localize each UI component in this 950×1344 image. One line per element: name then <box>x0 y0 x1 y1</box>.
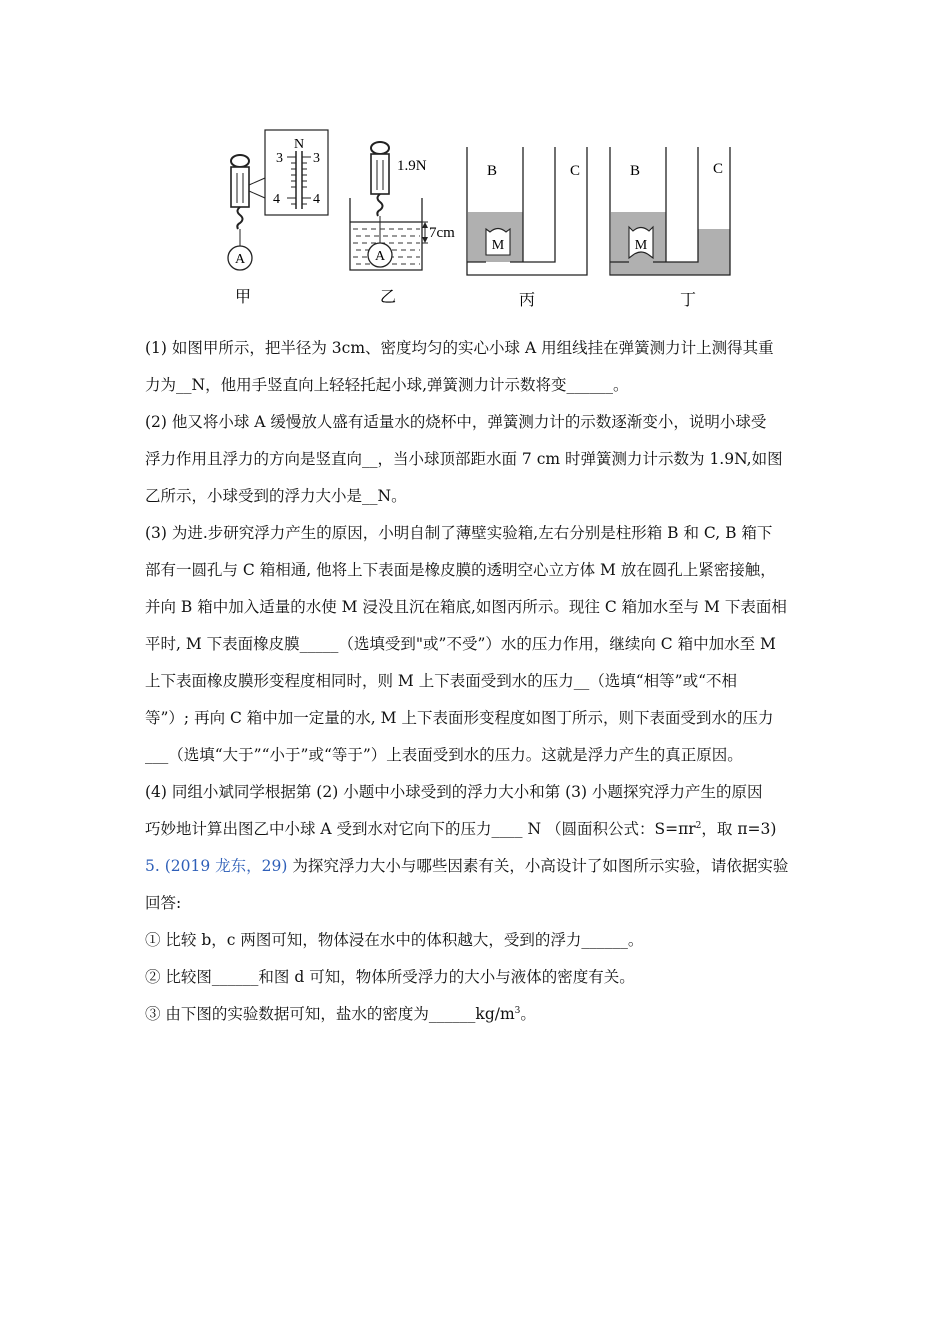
depth-label: 7cm <box>429 225 455 241</box>
figure-bing <box>467 147 587 275</box>
q4-superscript: 2 <box>695 820 702 831</box>
q4-line-2 <box>145 811 825 848</box>
q3-line-5: 上下表面橡皮膜形变程度相同时，则 M 上下表面受到水的压力__（选填“相等”或“不相 <box>145 672 737 690</box>
scale-unit: N <box>293 137 305 152</box>
caption-jia: 甲 <box>234 289 252 306</box>
figure-jia <box>228 130 328 270</box>
caption-bing: 丙 <box>518 292 536 309</box>
q5-superscript: 3 <box>514 1005 521 1016</box>
box-c-label: C <box>569 163 581 179</box>
q3-line-1: (3) 为进.步研究浮力产生的原因，小明自制了薄壁实验箱,左右分别是柱形箱 B 和 C, B 箱下 <box>145 524 773 542</box>
q5-item-2: ② 比较图______和图 d 可知，物体所受浮力的大小与液体的密度有关。 <box>145 968 635 986</box>
q5-item-3-a: ③ 由下图的实验数据可知，盐水的密度为______kg/m <box>145 1005 515 1023</box>
q5-item-1: ① 比较 b，c 两图可知，物体浸在水中的体积越大，受到的浮力______。 <box>145 931 644 949</box>
reading-label: 1.9N <box>397 158 427 174</box>
q5-intro-line-1 <box>145 848 825 885</box>
cube-m-label-ding: M <box>634 238 648 253</box>
scale-mark-right-3: 3 <box>313 151 320 166</box>
q3-line-3: 并向 B 箱中加入适量的水使 M 浸没且沉在箱底,如图丙所示。现往 C 箱加水至与 M 下表面相 <box>145 598 787 616</box>
box-c-label-ding: C <box>712 161 724 177</box>
scale-mark-left-4: 4 <box>273 192 280 207</box>
q5-item-3 <box>145 996 825 1033</box>
box-b-label: B <box>486 163 498 179</box>
caption-yi: 乙 <box>379 289 397 306</box>
q1-line-2: 力为__N，他用手竖直向上轻轻托起小球,弹簧测力计示数将变______。 <box>145 376 629 394</box>
ball-a-label-yi: A <box>374 249 386 264</box>
q3-line-7: ___（选填“大于”“小于”或“等于”）上表面受到水的压力。这就是浮力产生的真正原因。 <box>145 746 743 764</box>
q3-line-6: 等”）; 再向 C 箱中加一定量的水, M 上下表面形变程度如图丁所示，则下表面受到水的压力 <box>145 709 774 727</box>
q2-line-1: (2) 他又将小球 A 缓慢放人盛有适量水的烧杯中，弹簧测力计的示数逐渐变小，说明小球受 <box>145 413 767 431</box>
q5-source: 5. (2019 龙东，29) <box>145 857 288 875</box>
caption-ding: 丁 <box>679 292 697 309</box>
experiment-figure <box>215 125 745 315</box>
q1-line-1: (1) 如图甲所示，把半径为 3cm、密度均匀的实心小球 A 用组线挂在弹簧测力计上测得其重 <box>145 339 774 357</box>
q4-line-2-b: ，取 π=3) <box>701 820 777 838</box>
q2-line-2: 浮力作用且浮力的方向是竖直向__，当小球顶部距水面 7 cm 时弹簧测力计示数为 1.9N,如图 <box>145 450 783 468</box>
q4-line-2-a: 巧妙地计算出图乙中小球 A 受到水对它向下的压力____ N （圆面积公式：S=πr <box>145 820 696 838</box>
box-b-label-ding: B <box>629 163 641 179</box>
figure-ding <box>610 147 730 275</box>
q5-intro-line-2: 回答: <box>145 894 182 912</box>
scale-mark-right-4: 4 <box>313 192 320 207</box>
q5-intro-a: 为探究浮力大小与哪些因素有关，小高设计了如图所示实验，请依据实验 <box>287 857 789 875</box>
question-text <box>145 330 825 1033</box>
q2-line-3: 乙所示，小球受到的浮力大小是__N。 <box>145 487 407 505</box>
q3-line-4: 平时, M 下表面橡皮膜_____（选填受到"或”不受”）水的压力作用，继续向 C 箱中加水至 M <box>145 635 776 653</box>
cube-m-label: M <box>491 238 505 253</box>
scale-mark-left-3: 3 <box>276 151 283 166</box>
q3-line-2: 部有一圆孔与 C 箱相通, 他将上下表面是橡皮膜的透明空心立方体 M 放在圆孔上紧密接触， <box>145 561 776 579</box>
q5-item-3-b: 。 <box>520 1005 536 1023</box>
ball-a-label: A <box>234 252 246 267</box>
figure-yi <box>350 142 455 270</box>
q4-line-1: (4) 同组小斌同学根据第 (2) 小题中小球受到的浮力大小和第 (3) 小题探究浮力产生的原因 <box>145 783 763 801</box>
